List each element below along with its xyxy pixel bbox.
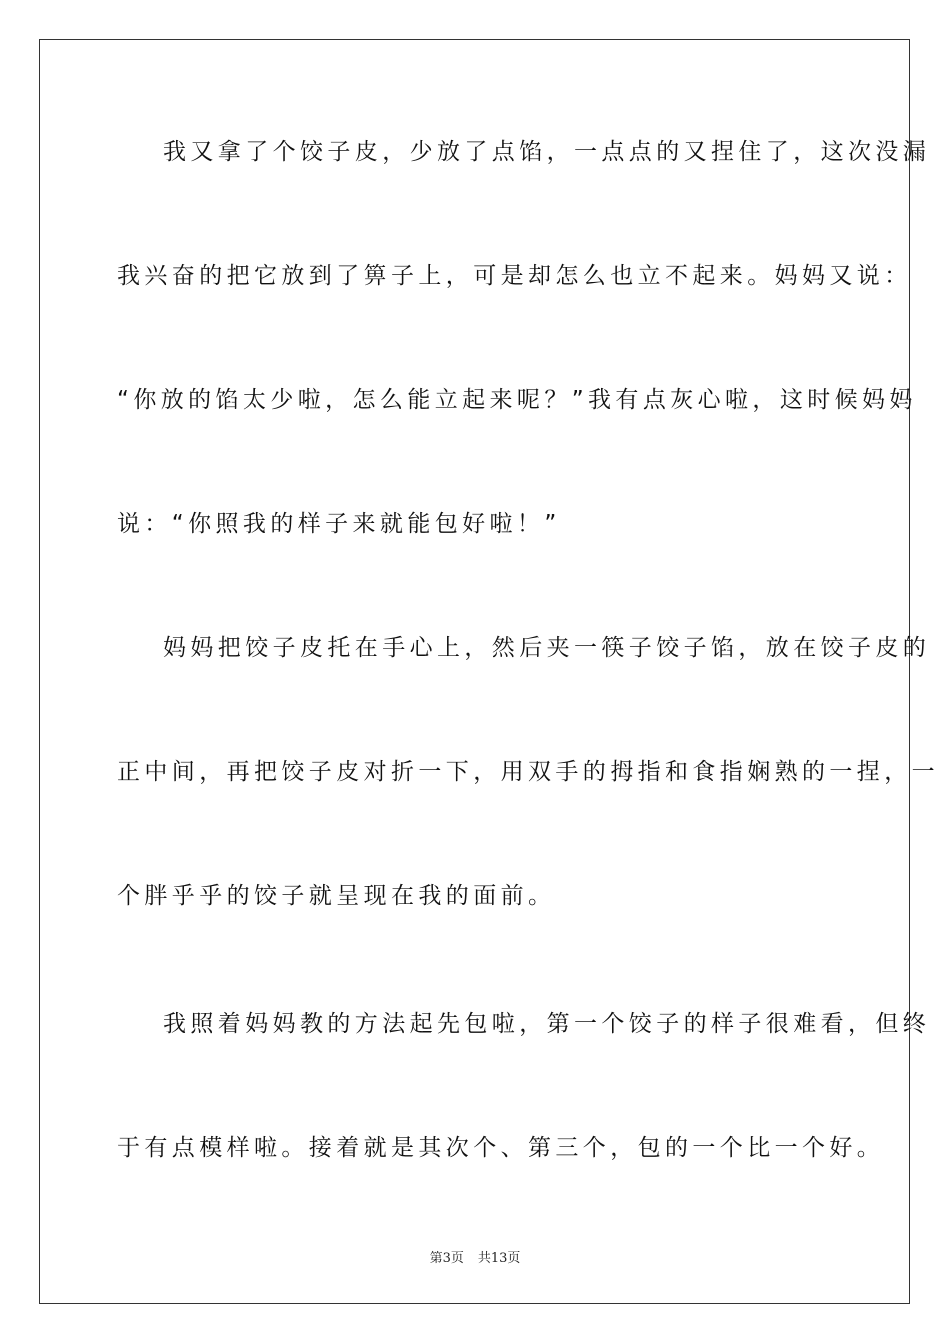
paragraph-2-line-1: 妈妈把饺子皮托在手心上，然后夹一筷子饺子馅，放在饺子皮的 [163, 635, 931, 661]
paragraph-1-line-2: 我兴奋的把它放到了箅子上，可是却怎么也立不起来。妈妈又说： [117, 263, 912, 289]
paragraph-1-line-4: 说：“你照我的样子来就能包好啦！” [117, 511, 561, 537]
page-border [39, 39, 939, 1304]
page-footer [0, 1247, 950, 1266]
current-page-number: 第3页 [429, 1251, 464, 1266]
total-page-count: 共13页 [477, 1251, 521, 1266]
paragraph-2-line-3: 个胖乎乎的饺子就呈现在我的面前。 [117, 883, 556, 909]
paragraph-1-line-3: “你放的馅太少啦，怎么能立起来呢？”我有点灰心啦，这时候妈妈 [117, 387, 917, 413]
paragraph-3-line-1: 我照着妈妈教的方法起先包啦，第一个饺子的样子很难看，但终 [163, 1011, 931, 1037]
paragraph-1-line-1: 我又拿了个饺子皮，少放了点馅，一点点的又捏住了，这次没漏 [163, 139, 931, 165]
paragraph-3-line-2: 于有点模样啦。接着就是其次个、第三个，包的一个比一个好。 [117, 1135, 885, 1161]
paragraph-2-line-2: 正中间，再把饺子皮对折一下，用双手的拇指和食指娴熟的一捏，一 [117, 759, 939, 785]
